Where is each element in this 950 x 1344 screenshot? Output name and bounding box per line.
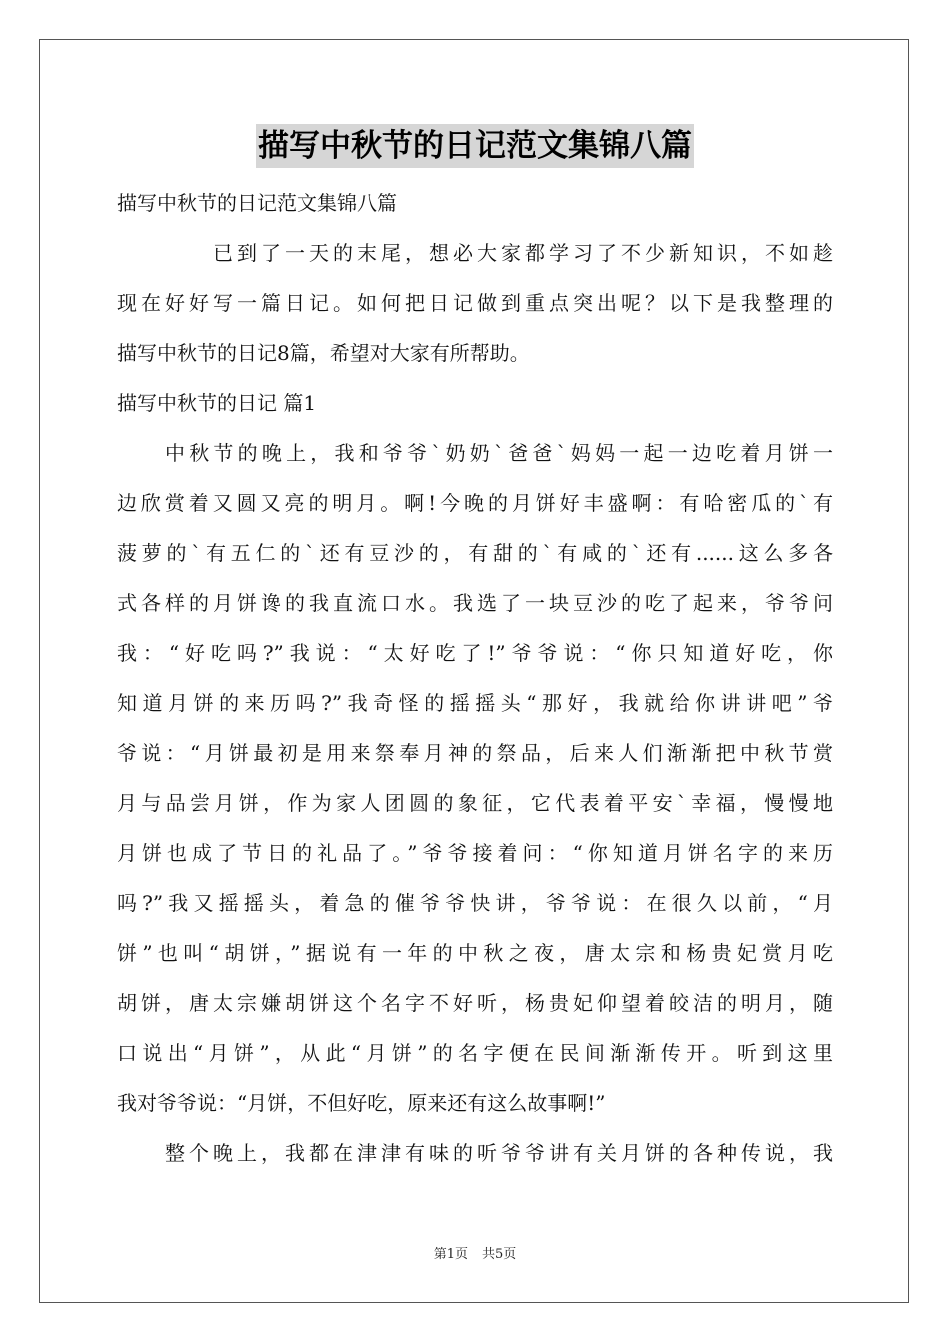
text-line: 月饼也成了节日的礼品了。”爷爷接着问：“你知道月饼名字的来历 — [117, 841, 833, 865]
text-line: 现在好好写一篇日记。如何把日记做到重点突出呢？以下是我整理的 — [117, 291, 833, 315]
text-line: 已到了一天的末尾，想必大家都学习了不少新知识，不如趁 — [213, 241, 833, 265]
page-footer — [0, 1246, 950, 1264]
text-line: 整个晚上，我都在津津有味的听爷爷讲有关月饼的各种传说，我 — [165, 1141, 833, 1165]
text-line: 式各样的月饼谗的我直流口水。我选了一块豆沙的吃了起来，爷爷问 — [117, 591, 833, 615]
text-line: 饼”也叫“胡饼，”据说有一年的中秋之夜，唐太宗和杨贵妃赏月吃 — [117, 941, 833, 965]
section-heading: 描写中秋节的日记 篇1 — [117, 391, 317, 415]
text-line: 我：“好吃吗?”我说：“太好吃了!”爷爷说：“你只知道好吃，你 — [117, 641, 833, 665]
document-title: 描写中秋节的日记范文集锦八篇 — [256, 124, 694, 168]
text-line: 描写中秋节的日记8篇，希望对大家有所帮助。 — [117, 341, 530, 365]
page-total: 共5页 — [482, 1247, 517, 1262]
text-line: 中秋节的晚上，我和爷爷`奶奶`爸爸`妈妈一起一边吃着月饼一 — [165, 441, 833, 465]
text-line: 爷说：“月饼最初是用来祭奉月神的祭品，后来人们渐渐把中秋节赏 — [117, 741, 833, 765]
text-line: 我对爷爷说：“月饼，不但好吃，原来还有这么故事啊!” — [117, 1091, 606, 1115]
text-line: 边欣赏着又圆又亮的明月。啊!今晚的月饼好丰盛啊：有哈密瓜的`有 — [117, 491, 833, 515]
title-area — [0, 124, 950, 168]
text-line: 口说出“月饼”，从此“月饼”的名字便在民间渐渐传开。听到这里 — [117, 1041, 833, 1065]
text-line: 胡饼，唐太宗嫌胡饼这个名字不好听，杨贵妃仰望着皎洁的明月，随 — [117, 991, 833, 1015]
text-line: 吗?”我又摇摇头，着急的催爷爷快讲，爷爷说：在很久以前，“月 — [117, 891, 833, 915]
page-number: 第1页 — [433, 1247, 468, 1262]
subtitle-line: 描写中秋节的日记范文集锦八篇 — [117, 191, 397, 215]
text-line: 月与品尝月饼，作为家人团圆的象征，它代表着平安`幸福，慢慢地 — [117, 791, 833, 815]
text-line: 知道月饼的来历吗?”我奇怪的摇摇头“那好，我就给你讲讲吧”爷 — [117, 691, 833, 715]
document-body — [117, 178, 833, 1178]
text-line: 菠萝的`有五仁的`还有豆沙的，有甜的`有咸的`还有......这么多各 — [117, 541, 833, 565]
